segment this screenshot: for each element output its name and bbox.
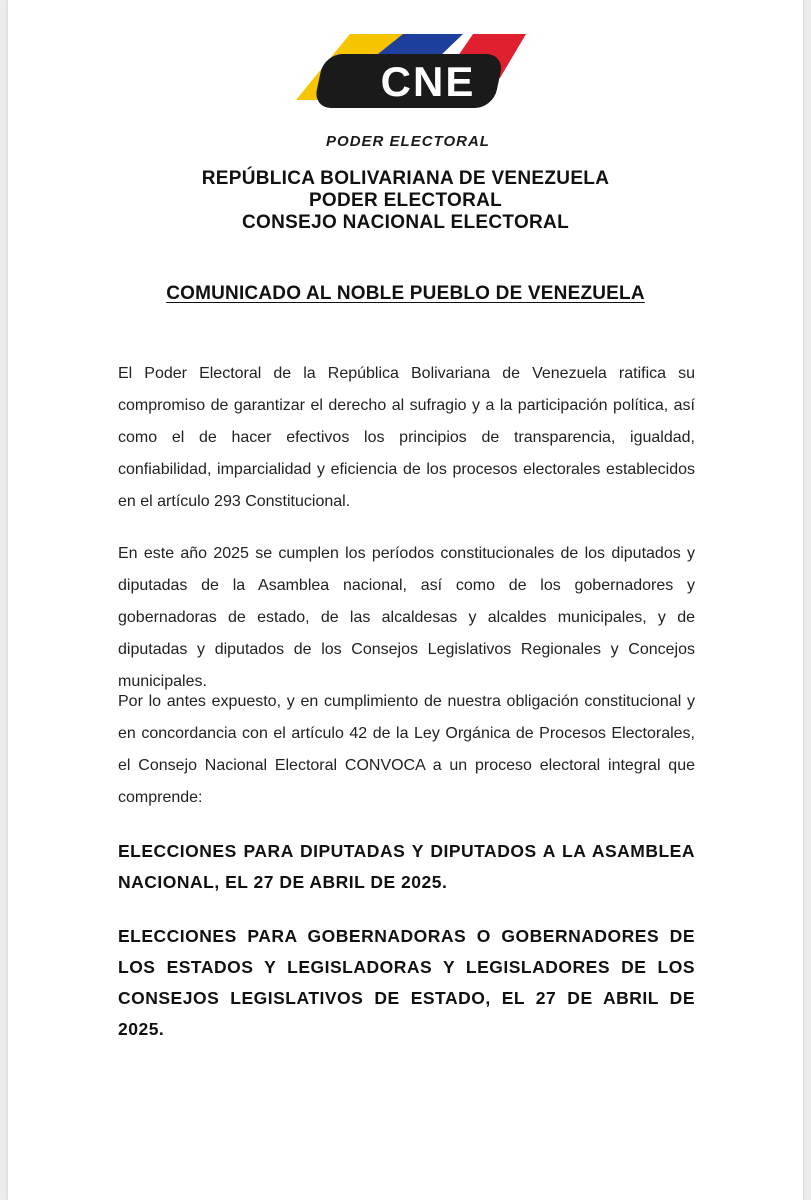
cne-logo-mark: [278, 28, 538, 158]
logo-subtitle: PODER ELECTORAL: [326, 133, 490, 150]
communique-title: COMUNICADO AL NOBLE PUEBLO DE VENEZUELA: [166, 283, 645, 304]
heading-council: CONSEJO NACIONAL ELECTORAL: [242, 212, 569, 233]
paragraph-periods: En este año 2025 se cumplen los períodos constitucionales de los diputados y diputadas de la Asamblea nacional, así como de los gobernadores y gobernadoras de estado, de las alcaldesas y alcaldes municipales, y de diputadas y diputados de los Consejos Legislativos Regionales y Concejos municipales.: [118, 545, 695, 690]
paragraph-convocation: Por lo antes expuesto, y en cumplimiento de nuestra obligación constitucional y en concordancia con el artículo 42 de la Ley Orgánica de Procesos Electorales, el Consejo Nacional Electoral CONVOCA a un proceso electoral integral que comprende:: [118, 693, 695, 806]
document-page: [8, 0, 803, 1200]
heading-power: PODER ELECTORAL: [308, 190, 503, 211]
cne-logo: [8, 28, 803, 158]
announcement-national-assembly: ELECCIONES PARA DIPUTADAS Y DIPUTADOS A LA ASAMBLEA NACIONAL, EL 27 DE ABRIL DE 2025.: [118, 841, 695, 892]
heading-republic: REPÚBLICA BOLIVARIANA DE VENEZUELA: [201, 168, 610, 189]
paragraph-commitment: El Poder Electoral de la República Bolivariana de Venezuela ratifica su compromiso de garantizar el derecho al sufragio y a la participación política, así como el de hacer efectivos los principios de transparencia, igualdad, confiabilidad, imparcialidad y eficiencia de los procesos electorales establecidos en el artículo 293 Constitucional.: [118, 365, 695, 510]
issuer-heading: [8, 168, 803, 234]
announcement-governors: ELECCIONES PARA GOBERNADORAS O GOBERNADORES DE LOS ESTADOS Y LEGISLADORAS Y LEGISLADORES DE LOS CONSEJOS LEGISLATIVOS DE ESTADO, EL 27 DE ABRIL DE 2025.: [118, 926, 695, 1039]
logo-letters: CNE: [380, 58, 476, 105]
